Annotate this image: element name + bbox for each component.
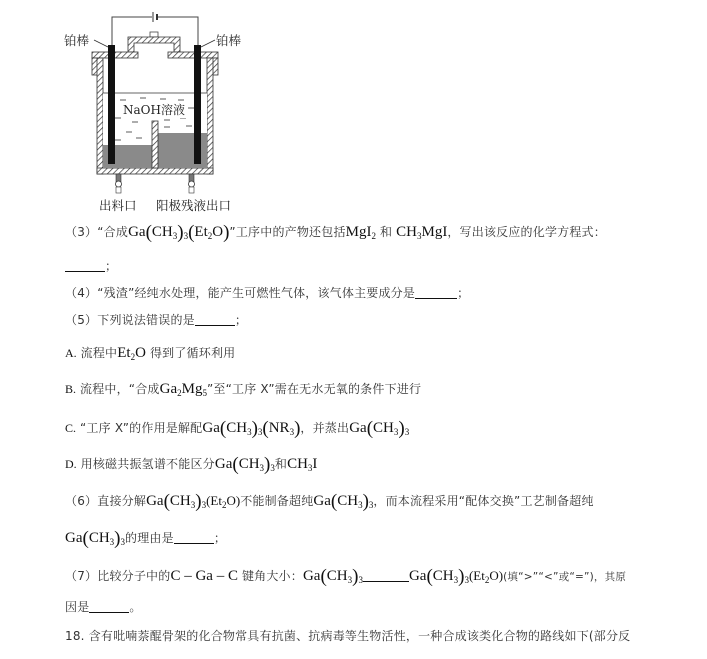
answer-blank[interactable] (415, 285, 457, 299)
formula: $Ga(CH_3)_3(NR_3)$ (202, 418, 301, 439)
right-electrode-label: 铂棒 (216, 33, 242, 48)
formula: $Ga(CH_3)_3$ (349, 418, 410, 439)
text: 的理由是 (125, 531, 174, 545)
left-platinum-rod (108, 45, 115, 164)
option-d (65, 454, 317, 478)
left-electrode-label: 铂棒 (64, 33, 90, 48)
question-6 (65, 491, 594, 515)
option-c (65, 418, 409, 442)
question-number: （6） (65, 494, 98, 508)
text: “残渣”经纯水处理，能产生可燃性气体，该气体主要成分是 (97, 286, 416, 300)
answer-blank[interactable] (363, 568, 409, 582)
outlet-left-label: 出料口 (99, 198, 137, 213)
solution-label: NaOH溶液 (123, 103, 185, 117)
bond-formula: C – Ga – C (170, 568, 238, 584)
formula: $Ga(CH_3)_3(Et_2O)$ (408, 566, 504, 587)
formula: $Ga(CH_3)_3(Et_2O)$ (128, 222, 230, 243)
text: 不能制备超纯 (240, 494, 314, 508)
question-18 (65, 626, 630, 646)
text: 和 (379, 225, 393, 239)
question-number: （7） (65, 569, 98, 583)
question-text: 18. 含有吡喃萘醌骨架的化合物常具有抗菌、抗病毒等生物活性，一种合成该类化合物的路线如下(部分反 (65, 629, 631, 643)
text: 流程中，“合成 (80, 382, 160, 396)
formula: $CH_3I$ (287, 456, 318, 473)
formula: $Ga(CH_3)_3$ (313, 491, 374, 512)
answer-blank[interactable] (65, 258, 105, 272)
text: 用核磁共振氢谱不能区分 (80, 457, 215, 471)
text: ； (457, 286, 470, 300)
formula: $Ga(CH_3)_3(Et_2O)$ (146, 491, 241, 512)
text: 得到了循环利用 (149, 346, 236, 360)
formula: $Et_2O$ (117, 345, 146, 362)
text: ； (213, 531, 227, 545)
answer-blank[interactable] (89, 599, 129, 613)
formula: $Ga_2Mg_5$ (159, 381, 207, 398)
question-number: （5） (65, 313, 98, 327)
question-5 (65, 310, 247, 330)
text: ”至“工序 X”需在无水无氧的条件下进行 (206, 382, 422, 396)
text: “工序 X”的作用是解配 (80, 421, 203, 435)
text: 下列说法错误的是 (97, 313, 195, 327)
text: (填“>”“<”或“=”)，其原 (503, 571, 627, 583)
text: ，而本流程采用“配体交换”工艺制备超纯 (373, 494, 594, 508)
text: ，写出该反应的化学方程式： (447, 225, 606, 239)
formula: $Ga(CH_3)_3$ (214, 454, 275, 475)
text: 比较分子中的 (97, 569, 171, 583)
text: ”工序中的产物还包括 (229, 225, 346, 239)
formula: $Ga(CH_3)_3$ (65, 528, 125, 549)
text: 和 (274, 457, 288, 471)
answer-line-3 (65, 256, 117, 276)
question-6-cont (65, 528, 226, 552)
question-4 (65, 283, 469, 303)
answer-blank[interactable] (174, 530, 214, 544)
text: 因是 (65, 600, 90, 614)
formula: $CH_3MgI$ (396, 224, 448, 241)
text: 流程中 (80, 346, 118, 360)
option-b (65, 379, 421, 403)
text: “合成 (97, 225, 129, 239)
question-3 (65, 222, 606, 246)
text: 直接分解 (97, 494, 147, 508)
question-7 (65, 566, 626, 590)
text: ； (234, 313, 248, 327)
right-platinum-rod (194, 45, 201, 164)
option-a (65, 343, 235, 367)
question-7-cont (65, 597, 142, 617)
option-letter: B. (65, 382, 77, 396)
electrolysis-cell-diagram (60, 0, 280, 215)
text: 键角大小： (241, 569, 303, 583)
outlet-right-label: 阳极残液出口 (156, 198, 232, 213)
text: 。 (129, 600, 142, 614)
formula: $Ga(CH_3)_3$ (302, 566, 363, 587)
text: ，并蒸出 (300, 421, 350, 435)
answer-blank[interactable] (195, 312, 235, 326)
option-letter: A. (65, 346, 77, 360)
option-letter: C. (65, 421, 77, 435)
question-number: （4） (65, 286, 98, 300)
option-letter: D. (65, 457, 77, 471)
formula: MgI$_2$ (345, 224, 376, 241)
question-number: （3） (65, 225, 98, 239)
text: ； (105, 259, 118, 273)
